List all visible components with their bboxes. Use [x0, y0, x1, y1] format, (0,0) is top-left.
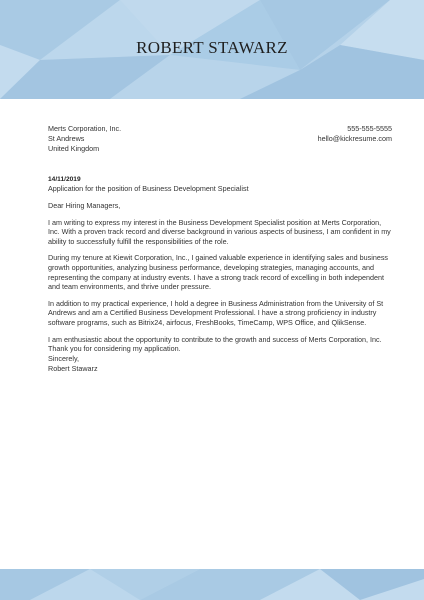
salutation: Dear Hiring Managers,: [48, 201, 121, 210]
header-banner: [0, 0, 424, 99]
paragraph-3: In addition to my practical experience, I hold a degree in Business Administration from the University of St Andrews and am a Certified Business Development Professional. I have a strong proficiency in industry software programs, such as Bitrix24, airfocus, FreshBooks, TimeCamp, WPS Office, and QlikSense.: [48, 298, 384, 327]
applicant-name: ROBERT STAWARZ: [136, 38, 288, 57]
phone-number: 555-555-5555: [347, 124, 392, 133]
footer-banner: [0, 569, 424, 600]
email-address: hello@kickresume.com: [317, 134, 392, 143]
footer-pattern: [0, 569, 424, 600]
signature: Robert Stawarz: [48, 363, 98, 373]
signoff: [48, 354, 98, 373]
contact-info: [318, 124, 392, 144]
closing: Sincerely,: [48, 354, 80, 363]
paragraph-2: During my tenure at Kiewit Corporation, Inc., I gained valuable experience in identifying sales and business growth opportunities, analyzing business performance, developing strategies, managing accounts, and representing the company at industry events. I have a strong track record of excelling in both independent and team environments, and thrive under pressure.: [48, 253, 389, 292]
recipient-city: St Andrews: [48, 134, 85, 143]
letter-subject: Application for the position of Business Development Specialist: [48, 184, 249, 193]
letter-body: [48, 201, 393, 361]
recipient-company: Merts Corporation, Inc.: [48, 124, 122, 133]
paragraph-1: I am writing to express my interest in the Business Development Specialist position at Merts Corporation, Inc. With a proven track record and diverse background in various aspects of business, I am confident in my ability to successfully fulfill the responsibilities of the role.: [48, 217, 391, 246]
paragraph-4: I am enthusiastic about the opportunity to contribute to the growth and success of Merts Corporation, Inc. Thank you for considering my application.: [48, 334, 382, 354]
recipient-address: [48, 124, 121, 154]
letter-date: 14/11/2019: [48, 176, 81, 183]
recipient-country: United Kingdom: [48, 144, 100, 153]
